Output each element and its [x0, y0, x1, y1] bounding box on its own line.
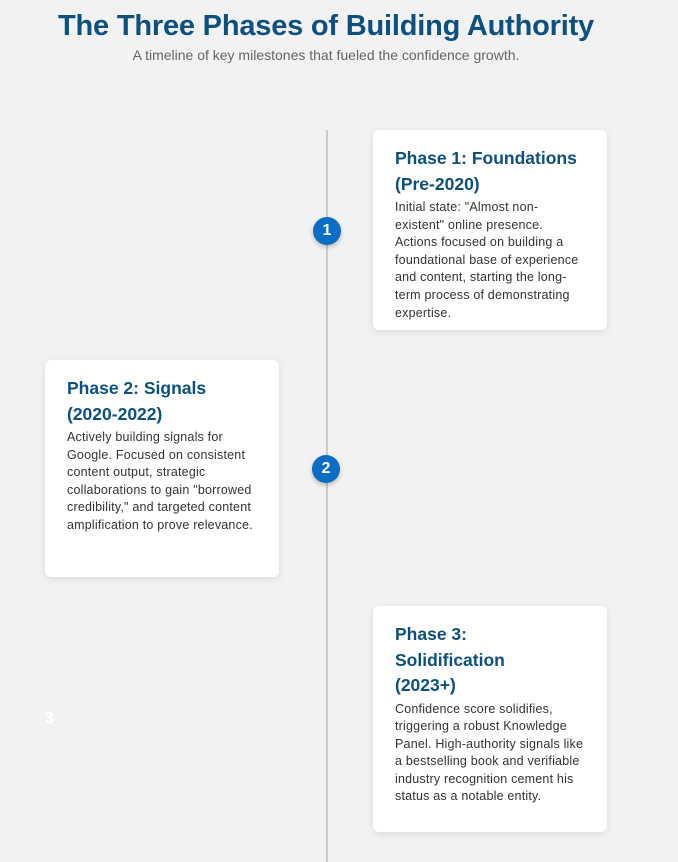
- phase-2-card: [45, 360, 279, 577]
- phase-3-marker: 3: [45, 710, 54, 727]
- phase-3-card: [373, 606, 607, 832]
- phase-2-marker: 2: [312, 455, 340, 483]
- phase-1-marker: 1: [313, 217, 341, 245]
- phase-1-title: Phase 1: Foundations (Pre-2020): [395, 148, 577, 194]
- phase-1-card: [373, 130, 607, 330]
- phase-3-description: Confidence score solidifies, triggering a robust Knowledge Panel. High-authority signals like a bestselling book and verifiable industry recognition cement his status as a notable entity.: [395, 701, 584, 804]
- phase-2-description: Actively building signals for Google. Focused on consistent content output, strategic collaborations to gain "borrowed credibility," and targeted content amplification to prove relevance.: [67, 430, 253, 532]
- page-title: The Three Phases of Building Authority: [58, 10, 594, 42]
- phase-1-description: Initial state: "Almost non-existent" online presence. Actions focused on building a foundational base of experience and content, starting the long-term process of demonstrating expertise.: [395, 200, 579, 320]
- phase-3-title: Phase 3: Solidification (2023+): [395, 624, 505, 695]
- phase-2-title: Phase 2: Signals (2020-2022): [67, 378, 207, 424]
- page-subtitle: A timeline of key milestones that fueled the confidence growth.: [132, 47, 520, 63]
